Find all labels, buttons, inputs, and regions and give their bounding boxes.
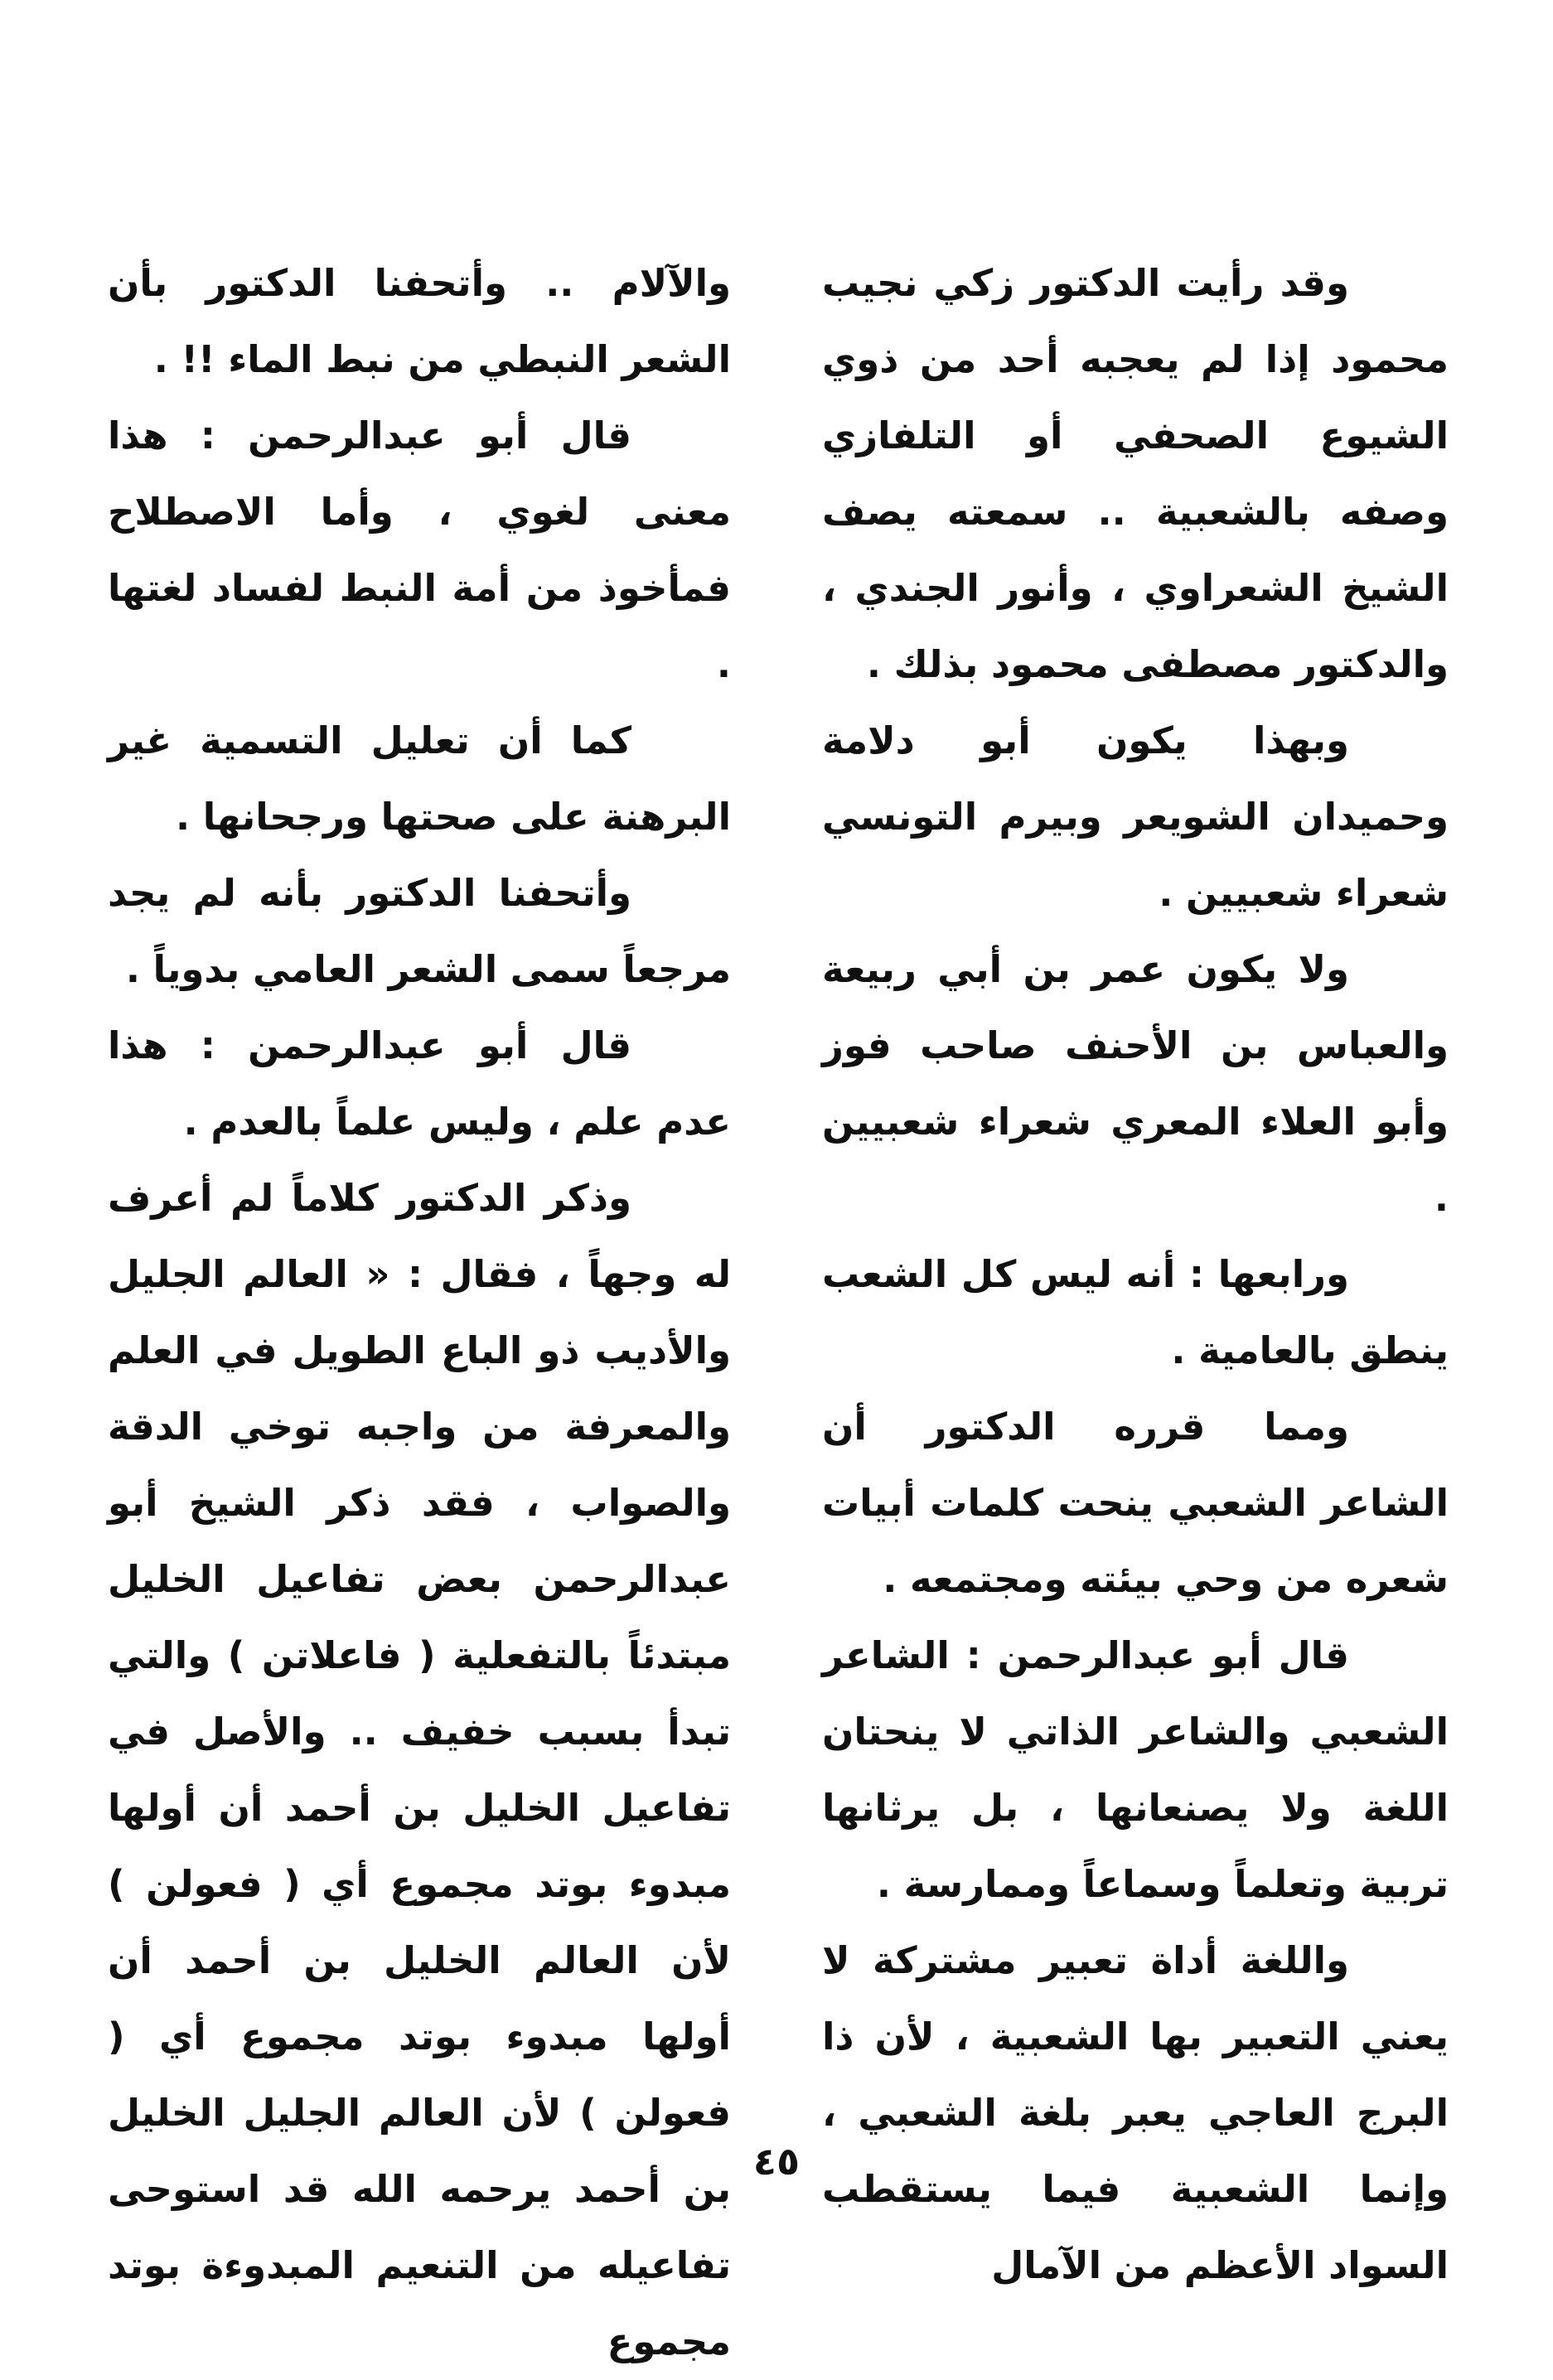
page-number: ٤٥ bbox=[752, 2139, 801, 2184]
paragraph: ولا يكون عمر بن أبي ربيعة والعباس بن الأحنف صاحب فوز وأبو العلاء المعري شعراء شعبيين . bbox=[822, 947, 1449, 1220]
paragraph: وبهذا يكون أبو دلامة وحميدان الشويعر وبيرم التونسي شعراء شعبيين . bbox=[822, 718, 1449, 915]
left-column bbox=[108, 245, 731, 2380]
paragraph: وأتحفنا الدكتور بأنه لم يجد مرجعاً سمى الشعر العامي بدوياً . bbox=[108, 871, 731, 991]
paragraph: قال أبو عبدالرحمن : هذا معنى لغوي ، وأما الاصطلاح فمأخوذ من أمة النبط لفساد لغتها . bbox=[108, 414, 731, 686]
paragraph: وقد رأيت الدكتور زكي نجيب محمود إذا لم يعجبه أحد من ذوي الشيوع الصحفي أو التلفازي وصفه بالشعبية .. سمعته يصف الشيخ الشعراوي ، وأنور الجندي ، والدكتور مصطفى محمود بذلك . bbox=[822, 261, 1449, 686]
paragraph: كما أن تعليل التسمية غير البرهنة على صحتها ورجحانها . bbox=[108, 718, 731, 839]
paragraph: ورابعها : أنه ليس كل الشعب ينطق بالعامية . bbox=[822, 1252, 1449, 1372]
paragraph: واللغة أداة تعبير مشتركة لا يعني التعبير بها الشعبية ، لأن ذا البرج العاجي يعبر بلغة الشعبي ، وإنما الشعبية فيما يستقطب السواد الأعظم من الآمال bbox=[822, 1938, 1449, 2287]
paragraph: والآلام .. وأتحفنا الدكتور بأن الشعر النبطي من نبط الماء !! . bbox=[108, 261, 731, 381]
right-column bbox=[822, 245, 1449, 2304]
paragraph: قال أبو عبدالرحمن : الشاعر الشعبي والشاعر الذاتي لا ينحتان اللغة ولا يصنعانها ، بل يرثانها تربية وتعلماً وسماعاً وممارسة . bbox=[822, 1633, 1449, 1906]
paragraph: وذكر الدكتور كلاماً لم أعرف له وجهاً ، فقال : « العالم الجليل والأديب ذو الباع الطويل في العلم والمعرفة من واجبه توخي الدقة والصواب ، فقد ذكر الشيخ أبو عبدالرحمن بعض تفاعيل الخليل مبتدئاً بالتفعلية ( فاعلاتن ) والتي تبدأ بسبب خفيف .. والأصل في تفاعيل الخليل بن أحمد أن أولها مبدوء بوتد مجموع أي ( فعولن ) لأن العالم الخليل بن أحمد أن أولها مبدوء بوتد مجموع أي ( فعولن ) لأن العالم الجليل الخليل بن أحمد يرحمه الله قد استوحى تفاعيله من التنعيم المبدوءة بوتد مجموع bbox=[108, 1176, 731, 2363]
paragraph: ومما قرره الدكتور أن الشاعر الشعبي ينحت كلمات أبيات شعره من وحي بيئته ومجتمعه . bbox=[822, 1405, 1449, 1601]
paragraph: قال أبو عبدالرحمن : هذا عدم علم ، وليس علماً بالعدم . bbox=[108, 1023, 731, 1144]
